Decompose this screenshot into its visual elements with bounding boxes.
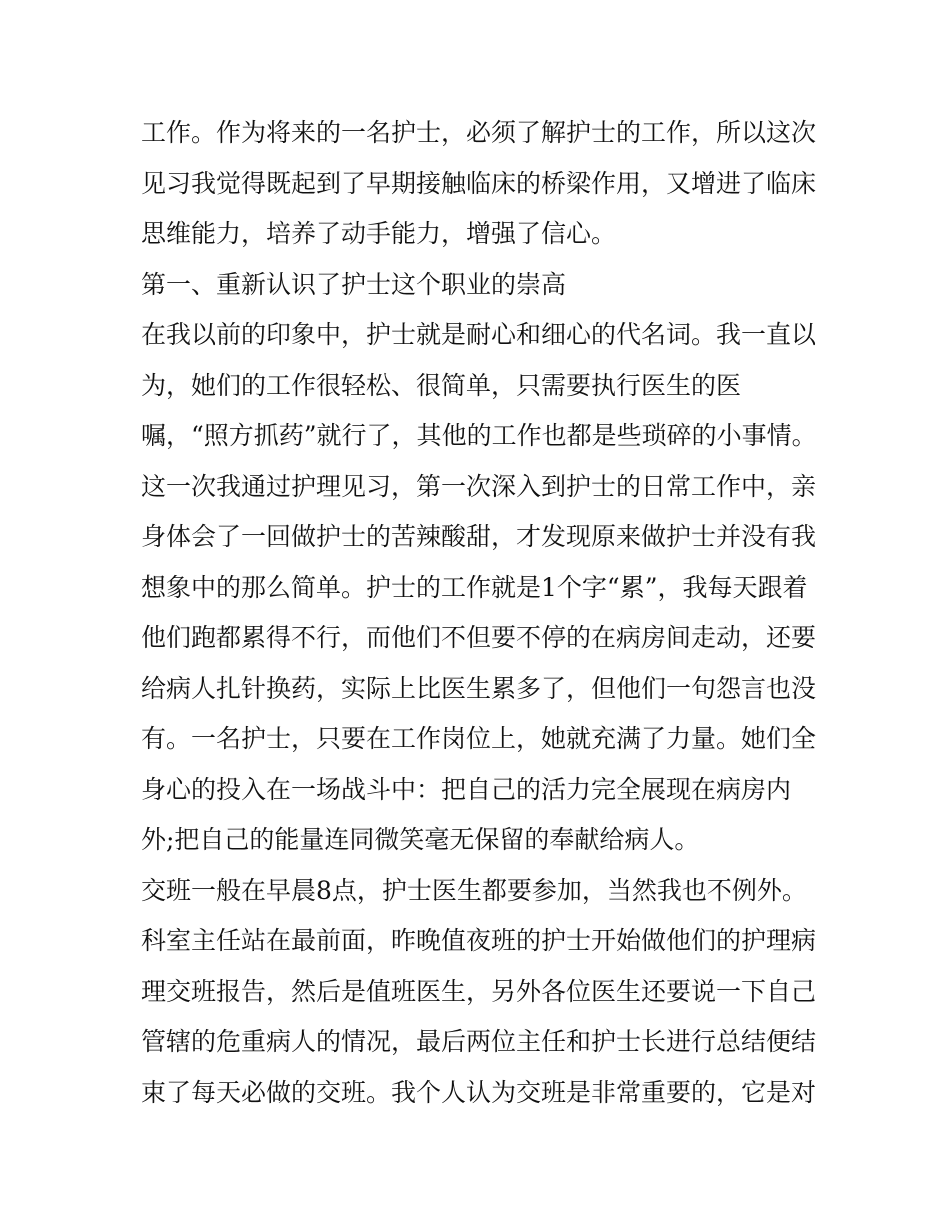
text-line: 思维能力，培养了动手能力，增强了信心。 <box>141 219 617 248</box>
text-line: 有。一名护士，只要在工作岗位上，她就充满了力量。她们全 <box>141 724 817 753</box>
text-line: 束了每天必做的交班。我个人认为交班是非常重要的，它是对 <box>141 1077 817 1107</box>
text-line: 工作。作为将来的一名护士，必须了解护士的工作，所以这次 <box>141 118 817 147</box>
text-line: 身心的投入在一场战斗中：把自己的活力完全展现在病房内 <box>141 774 792 804</box>
text-line: 科室主任站在最前面，昨晚值夜班的护士开始做他们的护理病 <box>141 926 817 955</box>
text-line: 这一次我通过护理见习，第一次深入到护士的日常工作中，亲 <box>141 471 817 501</box>
text-line: 见习我觉得既起到了早期接触临床的桥梁作用，又增进了临床 <box>141 168 817 198</box>
text-line: 管辖的危重病人的情况，最后两位主任和护士长进行总结便结 <box>141 1027 817 1056</box>
text-line: 为，她们的工作很轻松、很简单，只需要执行医生的医 <box>141 370 742 400</box>
text-line: 给病人扎针换药，实际上比医生累多了，但他们一句怨言也没 <box>141 673 817 703</box>
document-body <box>141 108 821 1118</box>
text-line: 外;把自己的能量连同微笑毫无保留的奉献给病人。 <box>141 825 700 854</box>
text-line: 身体会了一回做护士的苦辣酸甜，才发现原来做护士并没有我 <box>141 522 817 551</box>
text-line: 嘱，“照方抓药”就行了，其他的工作也都是些琐碎的小事情。 <box>141 421 817 450</box>
text-line: 想象中的那么简单。护士的工作就是1个字“累”，我每天跟着 <box>141 572 808 602</box>
text-line: 他们跑都累得不行，而他们不但要不停的在病房间走动，还要 <box>141 623 817 652</box>
section-heading: 第一、重新认识了护士这个职业的崇高 <box>141 269 567 299</box>
text-line: 理交班报告，然后是值班医生，另外各位医生还要说一下自己 <box>141 976 817 1006</box>
text-line: 在我以前的印象中，护士就是耐心和细心的代名词。我一直以 <box>141 320 817 349</box>
text-line: 交班一般在早晨8点，护士医生都要参加，当然我也不例外。 <box>141 875 807 905</box>
